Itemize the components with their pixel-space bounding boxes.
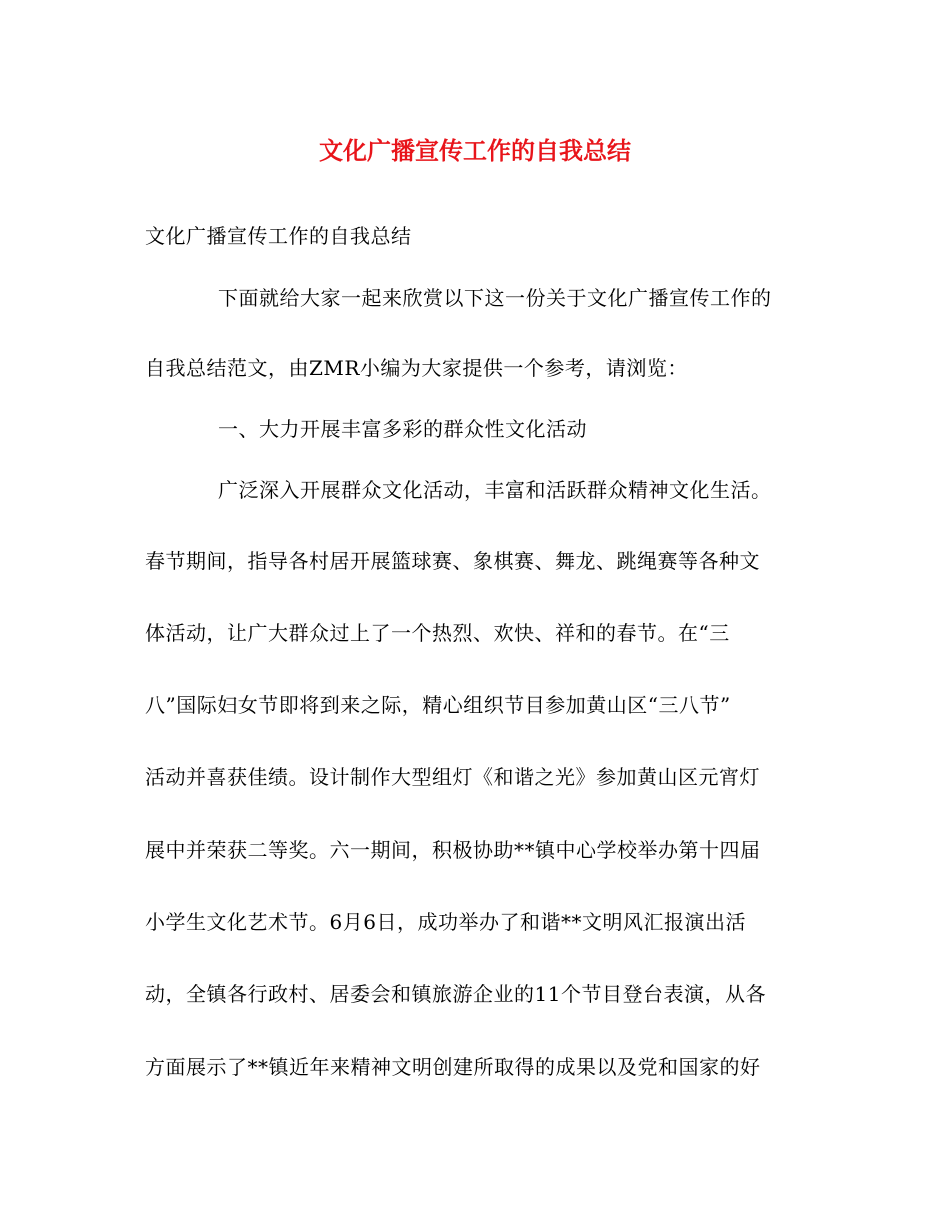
section-heading: 一、大力开展丰富多彩的群众性文化活动: [218, 417, 587, 441]
paragraph-line: 动，全镇各行政村、居委会和镇旅游企业的11个节目登台表演，从各: [145, 982, 766, 1006]
paragraph-line: 自我总结范文，由ZMR小编为大家提供一个参考，请浏览：: [145, 356, 688, 380]
paragraph-line: 下面就给大家一起来欣赏以下这一份关于文化广播宣传工作的: [218, 286, 772, 310]
paragraph-line: 体活动，让广大群众过上了一个热烈、欢快、祥和的春节。在“三: [145, 621, 730, 645]
paragraph-line: 八”国际妇女节即将到来之际，精心组织节目参加黄山区“三八节”: [145, 693, 731, 717]
document-title: 文化广播宣传工作的自我总结: [319, 137, 631, 165]
paragraph-line: 方面展示了**镇近年来精神文明创建所取得的成果以及党和国家的好: [145, 1055, 761, 1079]
paragraph-line: 春节期间，指导各村居开展篮球赛、象棋赛、舞龙、跳绳赛等各种文: [145, 549, 760, 573]
paragraph-line: 小学生文化艺术节。6月6日，成功举办了和谐**文明风汇报演出活: [145, 910, 746, 934]
paragraph-line: 广泛深入开展群众文化活动，丰富和活跃群众精神文化生活。: [218, 478, 772, 502]
paragraph-line: 活动并喜获佳绩。设计制作大型组灯《和谐之光》参加黄山区元宵灯: [145, 765, 760, 789]
subtitle-line: 文化广播宣传工作的自我总结: [145, 224, 412, 248]
paragraph-line: 展中并荣获二等奖。六一期间，积极协助**镇中心学校举办第十四届: [145, 838, 761, 862]
